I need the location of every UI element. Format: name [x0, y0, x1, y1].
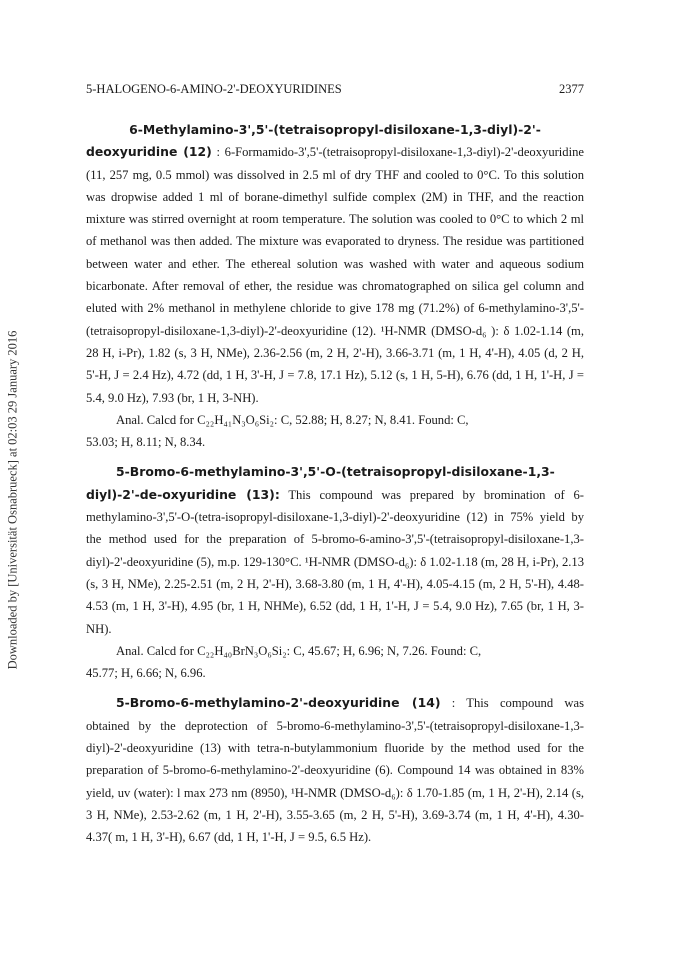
compound-13-analysis-cont: 45.77; H, 6.66; N, 6.96. — [86, 666, 206, 681]
compound-12-heading-line2: deoxyuridine (12) — [86, 144, 212, 160]
compound-12-heading-line1: 6-Methylamino-3',5'-(tetraisopropyl-disiloxane-1,3-diyl)-2'- — [129, 122, 541, 137]
page-number: 2377 — [559, 82, 584, 96]
download-watermark — [4, 190, 22, 810]
compound-13-body: This compound was prepared by bromination of 6-methylamino-3',5'-O-(tetra-isopropyl-disiloxane-1,3-diyl)-2'-deoxyuridine (12) in 75% yield by the method used for the preparation of 5-bromo-6-amino-3',5'-(tetraisopropyl-disiloxane-1,3-diyl)-2'-deoxyuridine (5), m.p. 129-130°C. ¹H-NMR (DMSO-d₆): δ 1.02-1.18 (m, 28 H, i-Pr), 2.13 (s, 3 H, NMe), 2.25-2.51 (m, 2 H, 2'-H), 3.68-3.80 (m, 1 H, 4'-H), 4.05-4.15 (m, 2 H, 5'-H), 4.48-4.53 (m, 1 H, 3'-H), 4.95 (br, 1 H, NHMe), 6.52 (dd, 1 H, 1'-H, J = 5.4, 9.0 Hz), 7.65 (br, 1 H, 3-NH). — [86, 487, 584, 636]
section-compound-12 — [86, 119, 584, 453]
compound-13-heading: 5-Bromo-6-methylamino-3',5'-O-(tetraisopropyl-disiloxane-1,3-diyl)-2'-de-oxyuridine (13): — [86, 464, 555, 502]
compound-12-analysis: Anal. Calcd for C₂₂H₄₁N₃O₆Si₂: C, 52.88; H, 8.27; N, 8.41. Found: C, — [116, 412, 469, 427]
article-body — [86, 119, 584, 857]
compound-12-paragraph — [86, 141, 584, 409]
running-head-title: 5-HALOGENO-6-AMINO-2'-DEOXYURIDINES — [86, 82, 342, 96]
download-watermark-text: Downloaded by [Universität Osnabrueck] at 02:03 29 January 2016 — [5, 330, 20, 670]
compound-12-body: : 6-Formamido-3',5'-(tetraisopropyl-disiloxane-1,3-diyl)-2'-deoxyuridine (11, 257 mg, 0.5 mmol) was dissolved in 2.5 ml of dry THF and cooled to 0°C. To this solution was dropwise added 1 ml of borane-dimethyl sulfide complex (2M) in THF, and the reaction mixture was stirred overnight at room temperature. The solution was cooled to 0°C to which 2 ml of methanol was then added. The mixture was evaporated to dryness. The residue was partitioned between water and ether. The ethereal solution was washed with water and aqueous sodium bicarbonate. After removal of ether, the residue was chromatographed on silica gel column and eluted with 2% methanol in methylene chloride to give 178 mg (71.2%) of 6-methylamino-3',5'-(tetraisopropyl-disiloxane-1,3-diyl)-2'-deoxyuridine (12). ¹H-NMR (DMSO-d₆ ): δ 1.02-1.14 (m, 28 H, i-Pr), 1.82 (s, 3 H, NMe), 2.36-2.56 (m, 2 H, 2'-H), 3.66-3.71 (m, 1 H, 4'-H), 4.05 (d, 2 H, 5'-H, J = 2.4 Hz), 4.72 (dd, 1 H, 3'-H, J = 7.8, 17.1 Hz), 5.12 (s, 1 H, 5-H), 6.76 (dd, 1 H, 1'-H, J = 5.4, 9.0 Hz), 7.93 (br, 1 H, 3-NH). — [86, 145, 584, 405]
compound-12-analysis-cont: 53.03; H, 8.11; N, 8.34. — [86, 435, 206, 450]
compound-13-paragraph — [86, 461, 584, 639]
compound-14-heading: 5-Bromo-6-methylamino-2'-deoxyuridine (14) — [116, 695, 441, 711]
section-compound-14 — [86, 692, 584, 848]
compound-14-paragraph — [86, 692, 584, 848]
compound-14-body: : This compound was obtained by the deprotection of 5-bromo-6-methylamino-3',5'-(tetraisopropyl-disiloxane-1,3-diyl)-2'-deoxyuridine (13) with tetra-n-butylammonium fluoride by the method used for the preparation of 5-bromo-6-methylamino-2'-deoxyuridine (6). Compound 14 was obtained in 83% yield, uv (water): l max 273 nm (8950), ¹H-NMR (DMSO-d₆): δ 1.70-1.85 (m, 1 H, 2'-H), 2.14 (s, 3 H, NMe), 2.53-2.62 (m, 1 H, 2'-H), 3.55-3.65 (m, 2 H, 5'-H), 3.69-3.74 (m, 1 H, 4'-H), 4.30-4.37( m, 1 H, 3'-H), 6.67 (dd, 1 H, 1'-H, J = 9.5, 6.5 Hz). — [86, 696, 584, 845]
compound-13-analysis: Anal. Calcd for C₂₂H₄₀BrN₃O₆Si₂: C, 45.67; H, 6.96; N, 7.26. Found: C, — [116, 643, 482, 658]
section-compound-13 — [86, 461, 584, 684]
